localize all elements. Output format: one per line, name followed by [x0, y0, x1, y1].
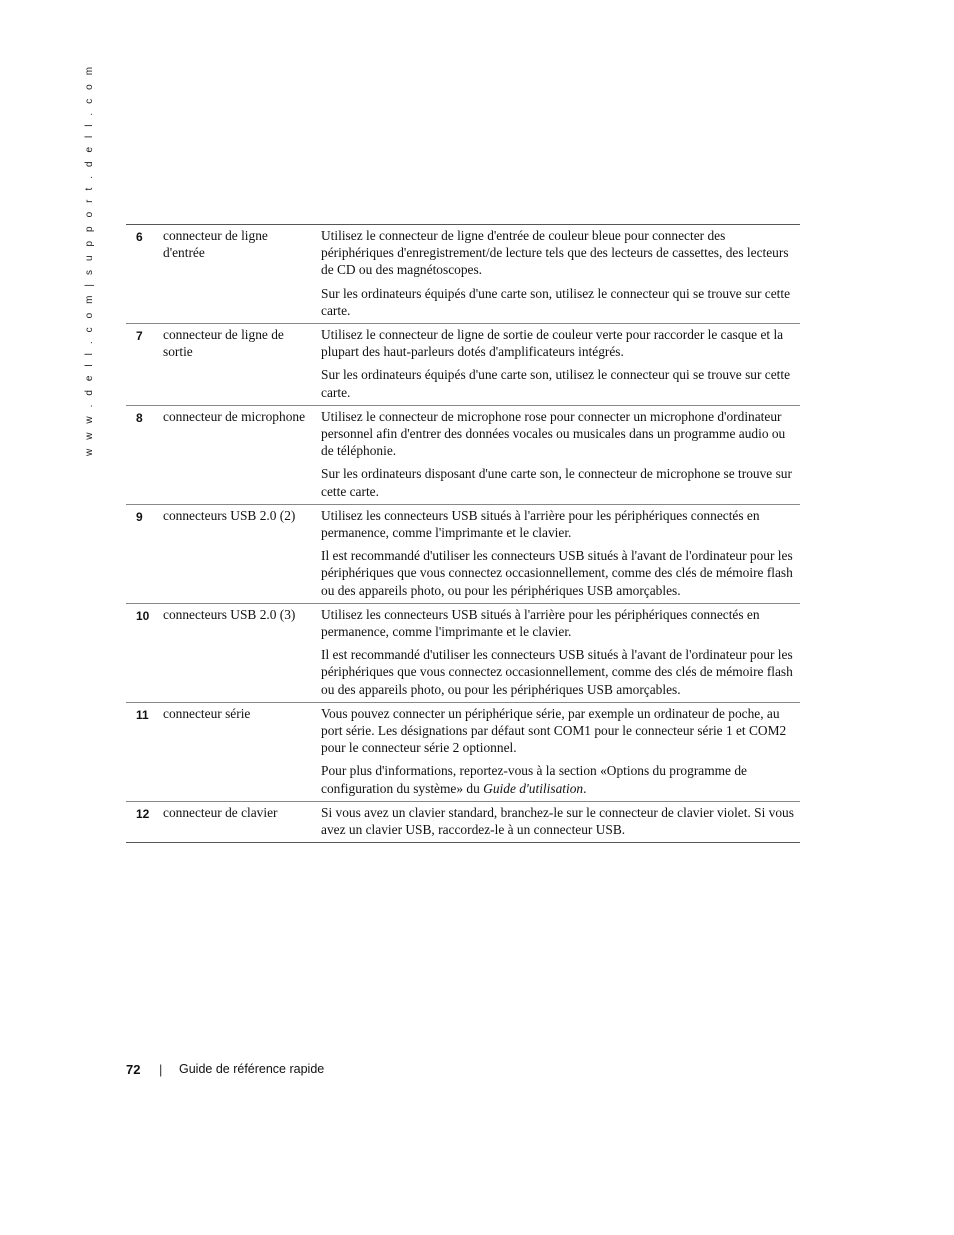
description-paragraph [321, 762, 800, 796]
row-number: 9 [126, 504, 163, 603]
table-row [126, 603, 800, 702]
text-run: Utilisez le connecteur de ligne de sortie de couleur verte pour raccorder le casque et la plupart des haut-parleurs dotés d'amplificateurs intégrés. [321, 327, 784, 360]
text-run: Utilisez les connecteurs USB situés à l'arrière pour les périphériques connectés en permanence, comme l'imprimante et le clavier. [321, 606, 760, 640]
connector-description [321, 405, 800, 504]
footer-title: Guide de référence rapide [179, 1062, 325, 1076]
connector-description [321, 603, 800, 702]
connector-name: connecteur de microphone [163, 405, 321, 504]
table-row [126, 324, 800, 406]
side-url-text: w w w . d e l l . c o m | s u p p o r t . d e l l . c o m [84, 63, 95, 456]
description-paragraph [321, 606, 800, 640]
text-run: Utilisez le connecteur de microphone rose pour connecter un microphone d'ordinateur personnel afin d'entrer des données vocales ou musicales dans un programme audio ou de téléphonie. [321, 408, 786, 459]
connector-name: connecteur de ligne de sortie [163, 324, 321, 406]
connector-name: connecteur de clavier [163, 801, 321, 842]
italic-title: Guide d'utilisation [483, 780, 584, 796]
description-paragraph [321, 408, 800, 460]
connector-name: connecteur série [163, 702, 321, 801]
table-row [126, 702, 800, 801]
description-paragraph [321, 705, 800, 757]
text-run: Si vous avez un clavier standard, branchez-le sur le connecteur de clavier violet. Si vous avez un clavier USB, raccordez-le à un connecteur USB. [321, 804, 794, 838]
text-run: Utilisez les connecteurs USB situés à l'arrière pour les périphériques connectés en permanence, comme l'imprimante et le clavier. [321, 507, 760, 541]
text-run: . [583, 780, 587, 796]
description-paragraph [321, 646, 800, 698]
text-run: Sur les ordinateurs équipés d'une carte son, utilisez le connecteur qui se trouve sur cette carte. [321, 367, 791, 400]
table-row [126, 801, 800, 842]
text-run: Utilisez le connecteur de ligne d'entrée de couleur bleue pour connecter des périphériques d'enregistrement/de lecture tels que des lecteurs de cassettes, des lecteurs de CD ou des magnétoscopes. [321, 228, 789, 278]
page-number: 72 [126, 1062, 141, 1077]
text-run: Vous pouvez connecter un périphérique série, par exemple un ordinateur de poche, au port série. Les désignations par défaut sont COM1 pour le connecteur série 1 et COM2 pour le connecteur série 2 optionnel. [321, 705, 787, 756]
description-paragraph [321, 547, 800, 599]
text-run: Pour plus d'informations, reportez-vous à la section «Options du programme de configuration du système» du [321, 763, 747, 796]
connector-name: connecteurs USB 2.0 (2) [163, 504, 321, 603]
connector-description [321, 504, 800, 603]
text-run: Il est recommandé d'utiliser les connecteurs USB situés à l'avant de l'ordinateur pour les périphériques que vous connectez occasionnellement, comme des clés de mémoire flash ou des appareils photo, ou pour les périphériques USB amorçables. [321, 647, 793, 697]
description-paragraph [321, 366, 800, 400]
row-number: 10 [126, 603, 163, 702]
description-paragraph [321, 507, 800, 541]
description-paragraph [321, 804, 800, 838]
connector-description [321, 225, 800, 324]
footer-separator: | [159, 1062, 163, 1077]
description-paragraph [321, 326, 800, 360]
page-footer [126, 1062, 325, 1077]
description-paragraph [321, 465, 800, 499]
row-number: 12 [126, 801, 163, 842]
text-run: Sur les ordinateurs équipés d'une carte son, utilisez le connecteur qui se trouve sur cette carte. [321, 285, 791, 318]
text-run: Sur les ordinateurs disposant d'une carte son, le connecteur de microphone se trouve sur cette carte. [321, 466, 792, 499]
connector-table [126, 224, 800, 843]
row-number: 6 [136, 230, 143, 244]
row-number: 7 [126, 324, 163, 406]
text-run: Il est recommandé d'utiliser les connecteurs USB situés à l'avant de l'ordinateur pour les périphériques que vous connectez occasionnellement, comme des clés de mémoire flash ou des appareils photo, ou pour les périphériques USB amorçables. [321, 548, 793, 598]
table-row [126, 504, 800, 603]
connector-name: connecteurs USB 2.0 (3) [163, 603, 321, 702]
connector-description [321, 702, 800, 801]
table-row [126, 225, 800, 324]
connector-description [321, 801, 800, 842]
description-paragraph [321, 285, 800, 319]
row-number: 11 [126, 702, 163, 801]
connector-name: connecteur de ligne d'entrée [163, 228, 268, 261]
description-paragraph [321, 227, 800, 279]
table-row [126, 405, 800, 504]
row-number: 8 [126, 405, 163, 504]
connector-description [321, 324, 800, 406]
